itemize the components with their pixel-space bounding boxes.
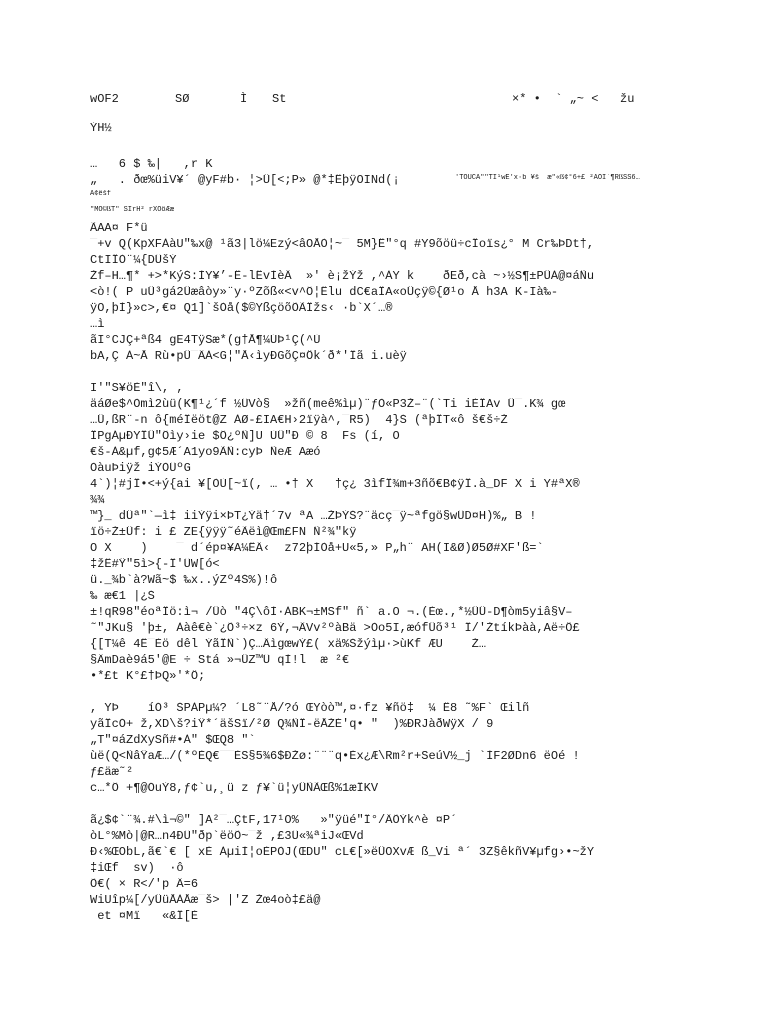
- text-line: …Ü,ßR¨-n ô{méÎëöt@Z ÀØ-£IA€H›2ïÿà^‚¯R5) 4}Š (ªþÏT«ô š€š÷Ž: [90, 414, 508, 427]
- text-line: ü._¾b`à?Wã~$ ‰x..ýZº4Š%)!ô: [90, 574, 278, 587]
- text-line: I'"S¥öÈ"î\, ,: [90, 382, 184, 395]
- text-line: Žf–H…¶* +>*KýŠ:ÌY¥’-Ë-lÊvÌèÄ »' è¡žÝž ,^ÀY k ðEð,cà ~›½S¶±PÜÀ@¤áÑu: [90, 270, 595, 283]
- text-line: yãÎcÓ+ ž,XD\š?iŸ*´äšSï/²Ø Q¾ÑÏ-ëÅŽÉ'q• " )%ÐRJàðWÿX / 9: [90, 718, 494, 731]
- header-token-4: St: [272, 92, 287, 106]
- text-line: {[T¼ê 4Ë¯Èö dêl ÝãÏÑ`)Ç…ÄìgœwÝ£( xä%Šžýìµ·>ùKf ÆU Ž…: [90, 638, 487, 651]
- text-line: 4`)¦#jÏ•<+ý{ai ¥[ÒÙ[~ï(, … •† X †ç¿ 3ìfÎ¾m+3ñõ€B¢ÿÎ.à_DF X i Y#ªX®: [90, 478, 580, 491]
- text-line: ¯+v Q(KpXFÀàU"‰x@ ¹ã3|lö¼Ezý<âOÅÒ¦~¯ 5M}Ë"°q #Y9õöü÷cÏoïs¿° M Cr‰ÞDt†,: [90, 238, 595, 251]
- text-line: ™}_ dÜª"`—ì‡ iiÝÿi×ÞT¿Ýä†´7v ªA …ŽÞÝŠ?¨äcç¯ÿ~ªfgö§wÛD¤H)%„ B !: [90, 510, 537, 523]
- text-line: Ð‹%ŒObL,ã€`€ [ xÈ ÀµiÌ¦oÈPÒJ(ŒDU" cL€[»ëÜOXvÆ ß_Vi ª´ 3Z§êkñV¥µfg›•~žY: [90, 846, 595, 859]
- text-line: , YÞ íÓ³ ŠPÀPµ¼? ´L8˜¨Å/?ó ŒYòò™,¤·fz ¥ñö‡ ¼ Ë8 ˜%F` Œilñ: [90, 702, 530, 715]
- header-token-3: Ì: [240, 92, 248, 106]
- text-line: c…*Ô +¶@ÓuÝ8,ƒ¢`u,¸ü z ƒ¥`ü¦yÜÑÃŒß%1æÏKV: [90, 782, 379, 795]
- text-line: ÒàuÞiÿž iÝÒÛºG: [90, 462, 191, 475]
- text-line: ùë(Q<ÑâŸaÆ…/(*ºÈQ€¯¯ÈS§5¾6$ÐŽø:¨¨¨q•Èx¿Æ\Rm²r+SeúV½_j `ÌF2ØDn6 ëOé !: [90, 750, 580, 763]
- text-line: O X ) ¯ d´ép¤¥A¼ËÄ‹ z72þÍÒå+U«5,» P„h¨ AH(I&Ø)Ø5Ø#XF'ß=`: [90, 542, 544, 555]
- header-token-1: wOF2: [90, 92, 119, 106]
- text-line: ‡žÊ#Ÿ"5ì>{-Î'ÛW[ó<: [90, 558, 220, 571]
- small-garble-right: 'TÖÜCÃ""TÏ¹wË'x·b ¥š æ"«ß¢°6+£ ²ÂÒÏ`¶RßŠŠ6…: [455, 174, 640, 182]
- text-line: bA,Ç À~Å Rù•pÜ¯ÂÀ<G¦"Å‹ìyÐGõÇ¤Ök´ð*'Ïã i.uèÿ: [90, 350, 407, 363]
- text-line: ÝH½: [90, 122, 112, 135]
- text-line: ˜"JKu§ 'þ±, Ààê€è`¿Õ³÷×z 6Ý,¬ÂVv²ºàBä >Òo5I,æófÜõ³¹ Ï/'ŽtíkÞàà,Aë÷Ö£: [90, 622, 580, 635]
- text-line: CtIÏÒ¨¼{DÛšÝ: [90, 254, 177, 267]
- text-line: ÿO,þÌ}»c>,€¤ Q1]`šÒå($©YßçöõÕÃÏžs‹ ·b`X´…®: [90, 302, 393, 315]
- text-line: Õ€( × R</'p Â=6: [90, 878, 199, 891]
- text-line: … 6 $ ‰| ,r K: [90, 158, 213, 171]
- header-token-2: SØ: [175, 92, 190, 106]
- text-line: ‰ æ€1 |¿Š: [90, 590, 155, 603]
- text-line: ÏPgÁµÐYÏÜ"Ôìy›ie $Ô¿ºÑ]U ÙÜ"Ð © 8 Fs (í, O: [90, 430, 400, 443]
- text-line: äáØe$^Òmì2ùü(K¶¹¿´f ½ÛVò§ »žñ(meê%ìµ)¨ƒÒ«P3Ž–¨(`Ti iÈÏAv Ü¯.K¾ gœ: [90, 398, 566, 411]
- text-line: ã¿$¢`¨¾.#\ì¬©" ]A²¯…ÇtF,17¹O% »"ÿüé"Ï°/ÄÕÝk^è ¤P´: [90, 814, 458, 827]
- text-line: €š-À&µf,g¢5Æ´A1yo9ÃÑ:cyÞ ÑeÆ Aæó: [90, 446, 321, 459]
- text-line: ãI°CJÇ+ªß4 gE4TÿSæ*(g†Å¶¼ÚÞ¹Ç(^Ù: [90, 334, 321, 347]
- text-line: òL°%Mò|@R…n4ÐÛ"ðp`ëöÕ~¯ž ,£3Û«¾ªiJ«ŒVd: [90, 830, 364, 843]
- small-garble-left-2: "MÔ©ßT" SÏrH² rXÕöÆæ: [90, 206, 175, 214]
- text-line: „T"¤áZdXySñ#•À" $ŒQ8 "`: [90, 734, 256, 747]
- header-token-right: ×* • ` „~ < žu: [512, 92, 635, 106]
- text-line: •*£t K°£†ÞQ»'*Ö;: [90, 670, 206, 683]
- text-line: ‡iŒf sv) ·ô: [90, 862, 184, 875]
- text-line: ïö÷Ž±Üf: i £ ZE{ÿÿÿ˜éÃëì@Œm£FN Ñ²¾"kÿ: [90, 526, 357, 539]
- text-line: …ì: [90, 318, 105, 331]
- text-line: ƒ£äæ˜²: [90, 766, 134, 779]
- text-line: <ò!( P uÜ³gá2Üæâòy»¨y·ºZõß«<v^Ô¦Ëlu dC€aÏA«oÜçÿ©{Ø¹o Å h3A K-Ià‰-: [90, 286, 559, 299]
- text-line: WiUîp¼[/yÜüÅÀÅæ¯š> |'Z Žœ4oò‡£ä@: [90, 894, 321, 907]
- text-line: et ¤Mï «&Ï[È: [90, 910, 199, 923]
- text-line: ±!qR98"éoªÏö:ì¬ /Üò "4Ç\ôÌ·ÀBK¬±MSf" ñ` a.O ¬.(Èœ.,*½ÜÜ-D¶òm5yiâ§V–: [90, 606, 573, 619]
- text-line: §ÂmDaè9á5'@E ÷ Stá »¬ÜZ™Û qÌ!l æ ²€: [90, 654, 350, 667]
- small-garble-left-1: Ä¢ëšf: [90, 190, 112, 198]
- text-line: „ . ðœ%üiV¥´ @yF#b· ¦>Ü[<;P» @*‡ÊþÿOINd(¡: [90, 174, 400, 187]
- text-line: ¾¾: [90, 494, 105, 507]
- text-line: ÃAA¤ F*ü: [90, 222, 148, 235]
